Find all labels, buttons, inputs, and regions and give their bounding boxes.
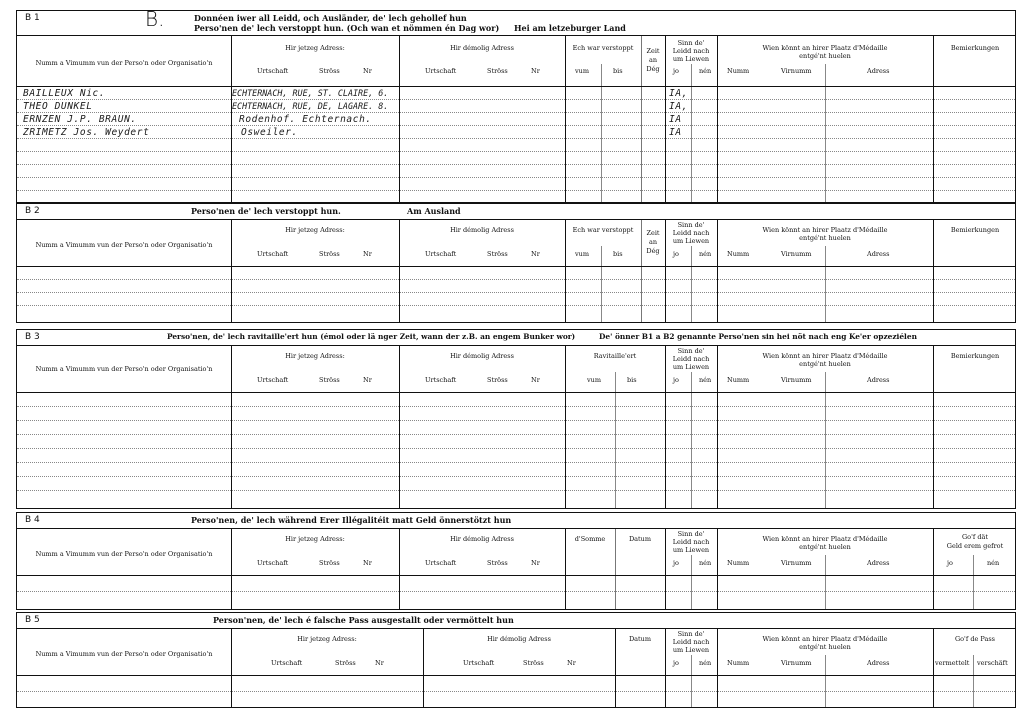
col-current-address: Hir jetzeg Adress:: [285, 226, 345, 234]
section-title: Perso'nen de' lech verstoppt hun.: [191, 206, 341, 216]
col-sinn-2: Leidd nach: [672, 355, 710, 363]
col-name: Numm a Vimumm vun der Perso'n oder Organisatio'n: [35, 550, 213, 558]
section-title: Person'nen, de' lech é falsche Pass ausgestallt oder vermöttelt hun: [213, 615, 514, 625]
col-nr: Nr: [375, 659, 384, 667]
col-virnumm: Virnumm: [781, 376, 812, 384]
col-medal-1: Wien könnt an hirer Plaatz d'Médaille: [762, 535, 888, 543]
col-stross: Ströss: [335, 659, 356, 667]
col-adress: Adress: [867, 67, 890, 75]
row-4-address: Osweiler.: [241, 127, 298, 138]
section-b3: [16, 329, 1016, 509]
col-urtschaft: Urtschaft: [257, 250, 289, 258]
col-virnumm: Virnumm: [781, 250, 812, 258]
row-1-address: ECHTERNACH, RUE, ST. CLAIRE, 6.: [232, 88, 389, 98]
col-medal-2: entgé'nt huelen: [799, 643, 851, 651]
col-zeit-3: Dég: [646, 65, 660, 73]
col-adress: Adress: [867, 250, 890, 258]
col-nen-2: nén: [987, 559, 1000, 567]
section-b1: [16, 7, 1016, 203]
col-medal-2: entgé'nt huelen: [799, 234, 851, 242]
col-vermettelt: vermettelt: [935, 659, 970, 667]
col-bis: bis: [627, 376, 637, 384]
col-vum: vum: [575, 67, 590, 75]
col-current-address: Hir jetzeg Adress:: [285, 44, 345, 52]
col-medal-1: Wien könnt an hirer Plaatz d'Médaille: [762, 44, 888, 52]
row-3-address: Rodenhof. Echternach.: [239, 114, 372, 125]
col-nen: nén: [699, 659, 712, 667]
section-title: Perso'nen, de' lech während Erer Illégalitéit matt Geld önnerstötzt hun: [191, 515, 512, 525]
col-numm: Numm: [727, 250, 750, 258]
col-urtschaft-2: Urtschaft: [425, 376, 457, 384]
col-nr-2: Nr: [531, 376, 540, 384]
col-medal-1: Wien könnt an hirer Plaatz d'Médaille: [762, 635, 888, 643]
col-sinn-2: Leidd nach: [672, 538, 710, 546]
section-marker: B.: [145, 7, 165, 31]
section-b5: [16, 612, 1016, 708]
col-former-address: Hir démolig Adress: [450, 226, 514, 234]
col-sinn-1: Sinn de': [677, 530, 705, 538]
col-jo: jo: [673, 250, 679, 258]
col-name: Numm a Vimumm vun der Perso'n oder Organisatio'n: [35, 241, 213, 249]
col-stross-2: Ströss: [523, 659, 544, 667]
col-sinn-3: um Liewen: [672, 237, 710, 245]
col-nr: Nr: [363, 559, 372, 567]
col-remarks: Bemierkungen: [950, 44, 1000, 52]
col-name: Numm a Vimumm vun der Perso'n oder Organisatio'n: [35, 365, 213, 373]
col-remarks: Bemierkungen: [950, 352, 1000, 360]
row-4-name: ZRIMETZ Jos. Weydert: [23, 127, 150, 138]
col-nr: Nr: [363, 67, 372, 75]
section-label: B 3: [25, 332, 40, 342]
col-stross-2: Ströss: [487, 67, 508, 75]
col-nr-2: Nr: [531, 559, 540, 567]
col-jo: jo: [673, 659, 679, 667]
col-hidden: Ech war verstoppt: [572, 44, 634, 52]
col-nen: nén: [699, 559, 712, 567]
col-sinn-3: um Liewen: [672, 646, 710, 654]
col-former-address: Hir démolig Adress: [450, 44, 514, 52]
col-jo-2: jo: [947, 559, 953, 567]
row-3-sinn: IA: [669, 114, 682, 125]
col-numm: Numm: [727, 659, 750, 667]
col-datum: Datum: [628, 535, 652, 543]
col-jo: jo: [673, 376, 679, 384]
col-zeit-2: an: [648, 238, 658, 246]
col-adress: Adress: [867, 376, 890, 384]
col-nr: Nr: [363, 250, 372, 258]
section-label: B 1: [25, 13, 40, 23]
col-nr: Nr: [363, 376, 372, 384]
col-nr-2: Nr: [531, 250, 540, 258]
col-stross-2: Ströss: [487, 376, 508, 384]
col-verschaft: verschäft: [977, 659, 1008, 667]
row-2-name: THEO DUNKEL: [23, 101, 93, 112]
col-medal-2: entgé'nt huelen: [799, 360, 851, 368]
row-2-address: ECHTERNACH, RUE, DE, LAGARE. 8.: [232, 101, 389, 111]
col-jo: jo: [673, 67, 679, 75]
col-current-address: Hir jetzeg Adress:: [297, 635, 357, 643]
col-sinn-1: Sinn de': [677, 221, 705, 229]
col-stross: Ströss: [319, 376, 340, 384]
col-bis: bis: [613, 250, 623, 258]
col-urtschaft: Urtschaft: [257, 67, 289, 75]
col-sinn-3: um Liewen: [672, 546, 710, 554]
col-nr-2: Nr: [567, 659, 576, 667]
col-sinn-2: Leidd nach: [672, 47, 710, 55]
col-former-address: Hir démolig Adress: [487, 635, 551, 643]
col-sinn-3: um Liewen: [672, 55, 710, 63]
col-zeit-3: Dég: [646, 247, 660, 255]
col-geld-1: Go'f dät: [961, 533, 988, 541]
col-sinn-2: Leidd nach: [672, 638, 710, 646]
col-medal-1: Wien könnt an hirer Plaatz d'Médaille: [762, 226, 888, 234]
col-numm: Numm: [727, 559, 750, 567]
col-stross: Ströss: [319, 250, 340, 258]
col-urtschaft-2: Urtschaft: [463, 659, 495, 667]
col-stross-2: Ströss: [487, 559, 508, 567]
col-remarks: Bemierkungen: [950, 226, 1000, 234]
col-nr-2: Nr: [531, 67, 540, 75]
col-name: Numm a Vimumm vun der Perso'n oder Organisatio'n: [35, 650, 213, 658]
col-sinn-3: um Liewen: [672, 363, 710, 371]
col-zeit-1: Zeit: [646, 229, 660, 237]
col-adress: Adress: [867, 659, 890, 667]
col-medal-2: entgé'nt huelen: [799, 52, 851, 60]
col-current-address: Hir jetzeg Adress:: [285, 352, 345, 360]
col-virnumm: Virnumm: [781, 659, 812, 667]
col-zeit-2: an: [648, 56, 658, 64]
col-urtschaft-2: Urtschaft: [425, 559, 457, 567]
col-pass: Go'f de Pass: [954, 635, 996, 643]
col-virnumm: Virnumm: [781, 67, 812, 75]
col-numm: Numm: [727, 376, 750, 384]
col-nen: nén: [699, 376, 712, 384]
col-bis: bis: [613, 67, 623, 75]
row-1-name: BAILLEUX Nic.: [23, 88, 106, 99]
section-b4: [16, 512, 1016, 610]
col-urtschaft-2: Urtschaft: [425, 67, 457, 75]
row-3-name: ERNZEN J.P. BRAUN.: [23, 114, 137, 125]
col-sinn-2: Leidd nach: [672, 229, 710, 237]
col-datum: Datum: [628, 635, 652, 643]
col-medal-2: entgé'nt huelen: [799, 543, 851, 551]
col-hidden: Ech war verstoppt: [572, 226, 634, 234]
col-name: Numm a Vimumm vun der Perso'n oder Organisatio'n: [35, 59, 213, 67]
section-title: Donnéen iwer all Leidd, och Ausländer, de' lech gehollef hun: [194, 13, 467, 23]
col-urtschaft: Urtschaft: [257, 559, 289, 567]
section-subtitle: Am Ausland: [407, 206, 461, 216]
section-label: B 4: [25, 515, 40, 525]
col-stross: Ströss: [319, 559, 340, 567]
col-somme: d'Somme: [574, 535, 606, 543]
row-1-sinn: IA,: [669, 88, 688, 99]
section-subtitle-2: Hei am letzeburger Land: [514, 23, 626, 33]
col-urtschaft-2: Urtschaft: [425, 250, 457, 258]
col-current-address: Hir jetzeg Adress:: [285, 535, 345, 543]
col-nen: nén: [699, 67, 712, 75]
row-4-sinn: IA: [669, 127, 682, 138]
col-zeit-1: Zeit: [646, 47, 660, 55]
col-sinn-1: Sinn de': [677, 630, 705, 638]
col-geld-2: Geld erem gefrot: [946, 542, 1004, 550]
col-nen: nén: [699, 250, 712, 258]
section-label: B 2: [25, 206, 40, 216]
section-label: B 5: [25, 615, 40, 625]
col-sinn-1: Sinn de': [677, 39, 705, 47]
section-subtitle: Perso'nen de' lech verstoppt hun. (Och wan et nömmen én Dag wor): [194, 23, 500, 33]
col-jo: jo: [673, 559, 679, 567]
col-stross-2: Ströss: [487, 250, 508, 258]
col-adress: Adress: [867, 559, 890, 567]
section-subtitle: De' önner B1 a B2 genannte Perso'nen sin hei nöt nach eng Ke'er opzeziélen: [599, 332, 917, 341]
col-medal-1: Wien könnt an hirer Plaatz d'Médaille: [762, 352, 888, 360]
col-vum: vum: [575, 250, 590, 258]
section-b2: [16, 203, 1016, 323]
col-former-address: Hir démolig Adress: [450, 535, 514, 543]
col-vum: vum: [587, 376, 602, 384]
col-numm: Numm: [727, 67, 750, 75]
row-2-sinn: IA,: [669, 101, 688, 112]
col-urtschaft: Urtschaft: [271, 659, 303, 667]
col-former-address: Hir démolig Adress: [450, 352, 514, 360]
section-title: Perso'nen, de' lech ravitaille'ert hun (émol oder lä nger Zeit, wann der z.B. an engem Bunker wor): [167, 332, 576, 341]
col-sinn-1: Sinn de': [677, 347, 705, 355]
col-stross: Ströss: [319, 67, 340, 75]
col-virnumm: Virnumm: [781, 559, 812, 567]
col-urtschaft: Urtschaft: [257, 376, 289, 384]
col-ravitaille: Ravitaille'ert: [593, 352, 637, 360]
